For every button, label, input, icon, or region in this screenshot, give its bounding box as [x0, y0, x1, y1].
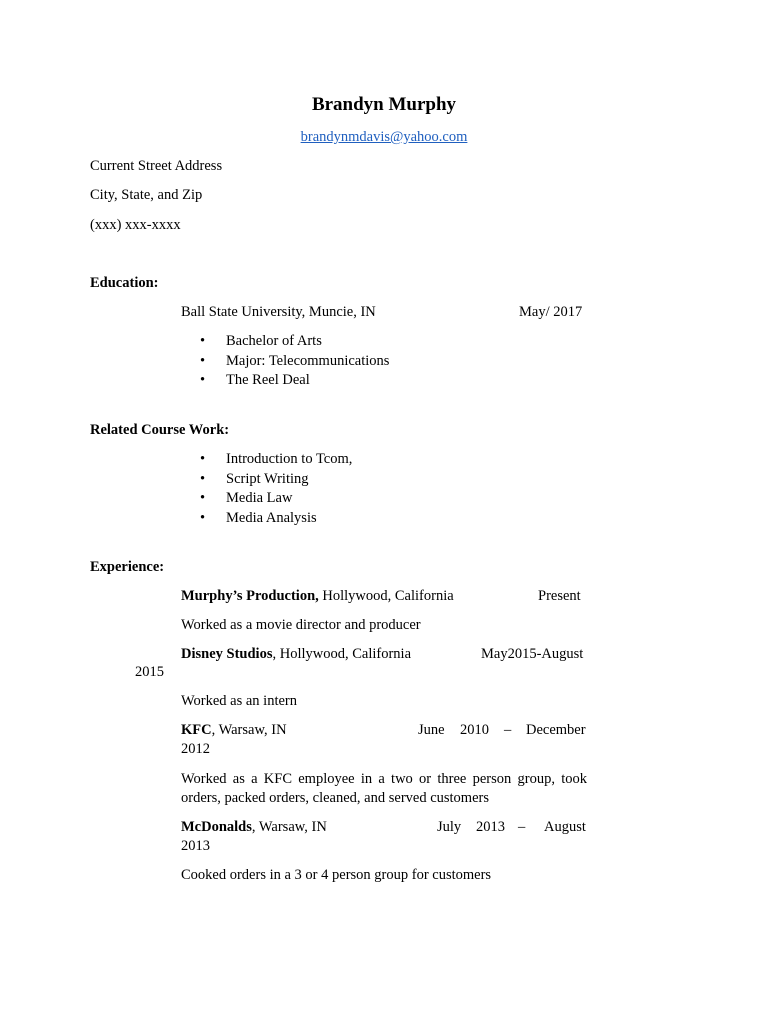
list-item: • Media Law — [200, 489, 352, 509]
job-description: Worked as an intern — [181, 693, 297, 709]
job-date-end: December — [526, 722, 586, 738]
education-date: May/ 2017 — [519, 304, 583, 320]
coursework-bullet-list — [200, 450, 352, 529]
job-date: Present — [538, 588, 581, 604]
job-date-month: June — [418, 722, 445, 738]
job-employer: Disney Studios — [181, 646, 273, 662]
job-location: Hollywood, California — [318, 588, 454, 604]
email-link[interactable]: brandynmdavis@yahoo.com — [300, 129, 468, 145]
job-employer: KFC — [181, 722, 212, 738]
job-description: Cooked orders in a 3 or 4 person group for customers — [181, 867, 492, 883]
phone-number: (xxx) xxx-xxxx — [90, 217, 181, 233]
list-item: • Script Writing — [200, 470, 352, 490]
address-line-1: Current Street Address — [90, 158, 223, 174]
job-description: Worked as a KFC employee in a two or three person group, took orders, packed orders, cleaned, and served customers — [181, 771, 587, 806]
list-item: • Introduction to Tcom, — [200, 450, 352, 470]
job-mcdonalds-title — [181, 818, 327, 836]
list-item: • Major: Telecommunications — [200, 352, 389, 372]
education-bullet-list — [200, 332, 389, 391]
job-date: May2015-August — [481, 646, 584, 662]
job-date-wrap: 2012 — [181, 741, 210, 757]
coursework-heading: Related Course Work: — [90, 422, 230, 438]
job-date-wrap: 2013 — [181, 838, 210, 854]
education-heading: Education: — [90, 275, 159, 291]
education-school: Ball State University, Muncie, IN — [181, 304, 376, 320]
job-employer: McDonalds — [181, 819, 252, 835]
job-murphys-title — [181, 587, 454, 605]
job-location: , Warsaw, IN — [211, 722, 287, 738]
email-line — [0, 128, 768, 146]
job-date-wrap: 2015 — [135, 664, 164, 680]
job-employer: Murphy’s Production, — [181, 588, 319, 604]
list-item: • Media Analysis — [200, 509, 352, 529]
list-item: • The Reel Deal — [200, 371, 389, 391]
job-location: , Hollywood, California — [272, 646, 412, 662]
job-date-dash: – — [504, 722, 512, 738]
job-date-end: August — [544, 819, 586, 835]
job-disney-title — [181, 645, 411, 663]
list-item: • Bachelor of Arts — [200, 332, 389, 352]
resume-name: Brandyn Murphy — [311, 94, 457, 115]
job-date-year: 2010 — [460, 722, 489, 738]
experience-heading: Experience: — [90, 559, 165, 575]
address-line-2: City, State, and Zip — [90, 187, 203, 203]
job-description: Worked as a movie director and producer — [181, 617, 421, 633]
job-location: , Warsaw, IN — [251, 819, 327, 835]
job-date-dash: – — [518, 819, 526, 835]
job-date-year: 2013 — [476, 819, 505, 835]
job-kfc-title — [181, 721, 287, 739]
job-date-month: July — [437, 819, 462, 835]
